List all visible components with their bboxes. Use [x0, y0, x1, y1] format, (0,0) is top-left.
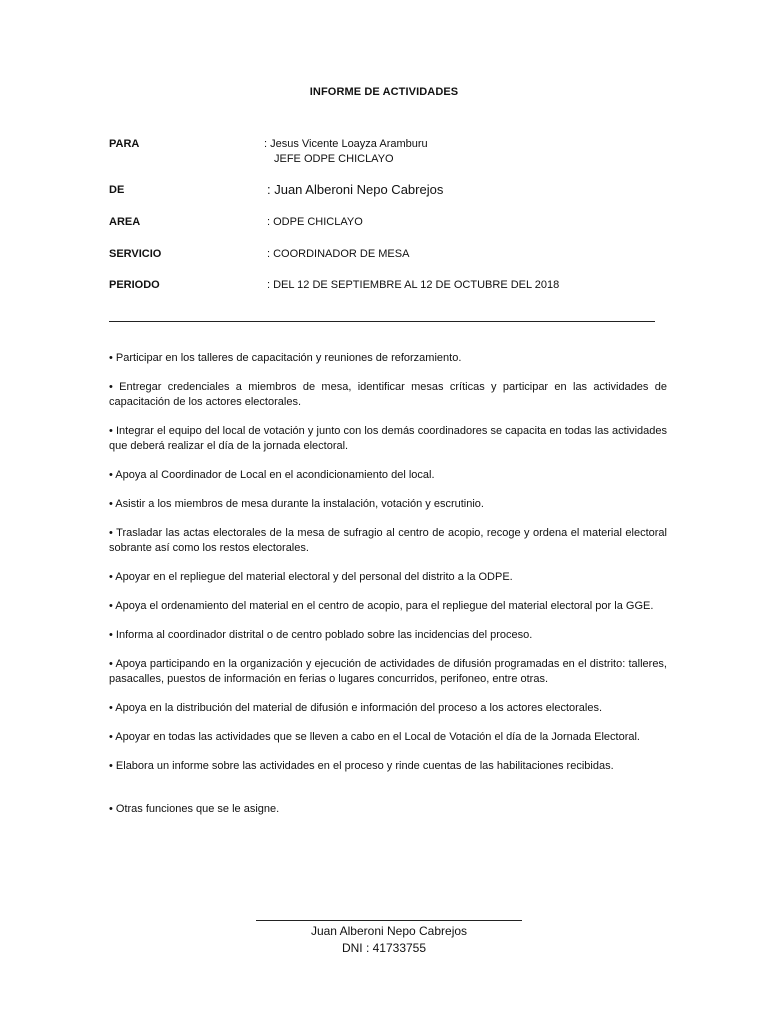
activities-list — [109, 351, 667, 831]
para-label: PARA — [109, 138, 140, 150]
servicio-label: SERVICIO — [109, 248, 162, 260]
list-item: • Apoyar en todas las actividades que se lleven a cabo en el Local de Votación el día de la Jornada Electoral. — [109, 731, 640, 743]
list-item: • Asistir a los miembros de mesa durante la instalación, votación y escrutinio. — [109, 498, 484, 510]
signature-name: Juan Alberoni Nepo Cabrejos — [310, 924, 468, 938]
periodo-label: PERIODO — [109, 279, 160, 291]
list-item: • Entregar credenciales a miembros de mesa, identificar mesas críticas y participar en las actividades de capacitación de los actores electorales. — [109, 381, 667, 408]
list-item: • Apoyar en el repliegue del material electoral y del personal del distrito a la ODPE. — [109, 571, 513, 583]
list-item: • Informa al coordinador distrital o de centro poblado sobre las incidencias del proceso. — [109, 629, 533, 641]
signature-line — [256, 920, 522, 921]
para-value: : Jesus Vicente Loayza Aramburu — [264, 138, 428, 150]
de-label: DE — [109, 184, 125, 196]
separator-line — [109, 321, 655, 322]
list-item: • Otras funciones que se le asigne. — [109, 803, 280, 815]
list-item: • Apoya en la distribución del material de difusión e información del proceso a los actores electorales. — [109, 702, 603, 714]
list-item: • Apoya el ordenamiento del material en el centro de acopio, para el repliegue del material electoral por la GGE. — [109, 600, 654, 612]
list-item: • Trasladar las actas electorales de la mesa de sufragio al centro de acopio, recoge y ordena el material electoral sobrante así como los restos electorales. — [109, 527, 667, 554]
periodo-value: : DEL 12 DE SEPTIEMBRE AL 12 DE OCTUBRE DEL 2018 — [267, 279, 560, 291]
list-item: • Integrar el equipo del local de votación y junto con los demás coordinadores se capacita en todas las actividades que deberá realizar el día de la jornada electoral. — [109, 425, 667, 452]
list-item: • Elabora un informe sobre las actividades en el proceso y rinde cuentas de las habilitaciones recibidas. — [109, 760, 614, 772]
list-item: • Apoya al Coordinador de Local en el acondicionamiento del local. — [109, 469, 435, 481]
area-label: AREA — [109, 216, 141, 228]
document-title: INFORME DE ACTIVIDADES — [309, 86, 459, 98]
para-value-title: JEFE ODPE CHICLAYO — [274, 153, 394, 165]
list-item: • Participar en los talleres de capacitación y reuniones de reforzamiento. — [109, 352, 462, 364]
list-item: • Apoya participando en la organización y ejecución de actividades de difusión programadas en el distrito: talleres, pasacalles, puestos de información en ferias o lugares concurridos, perifoneo, entre otras. — [109, 658, 667, 685]
de-value: : Juan Alberoni Nepo Cabrejos — [267, 182, 444, 197]
area-value: : ODPE CHICLAYO — [267, 216, 363, 228]
servicio-value: : COORDINADOR DE MESA — [267, 248, 410, 260]
signature-dni: DNI : 41733755 — [341, 941, 427, 955]
